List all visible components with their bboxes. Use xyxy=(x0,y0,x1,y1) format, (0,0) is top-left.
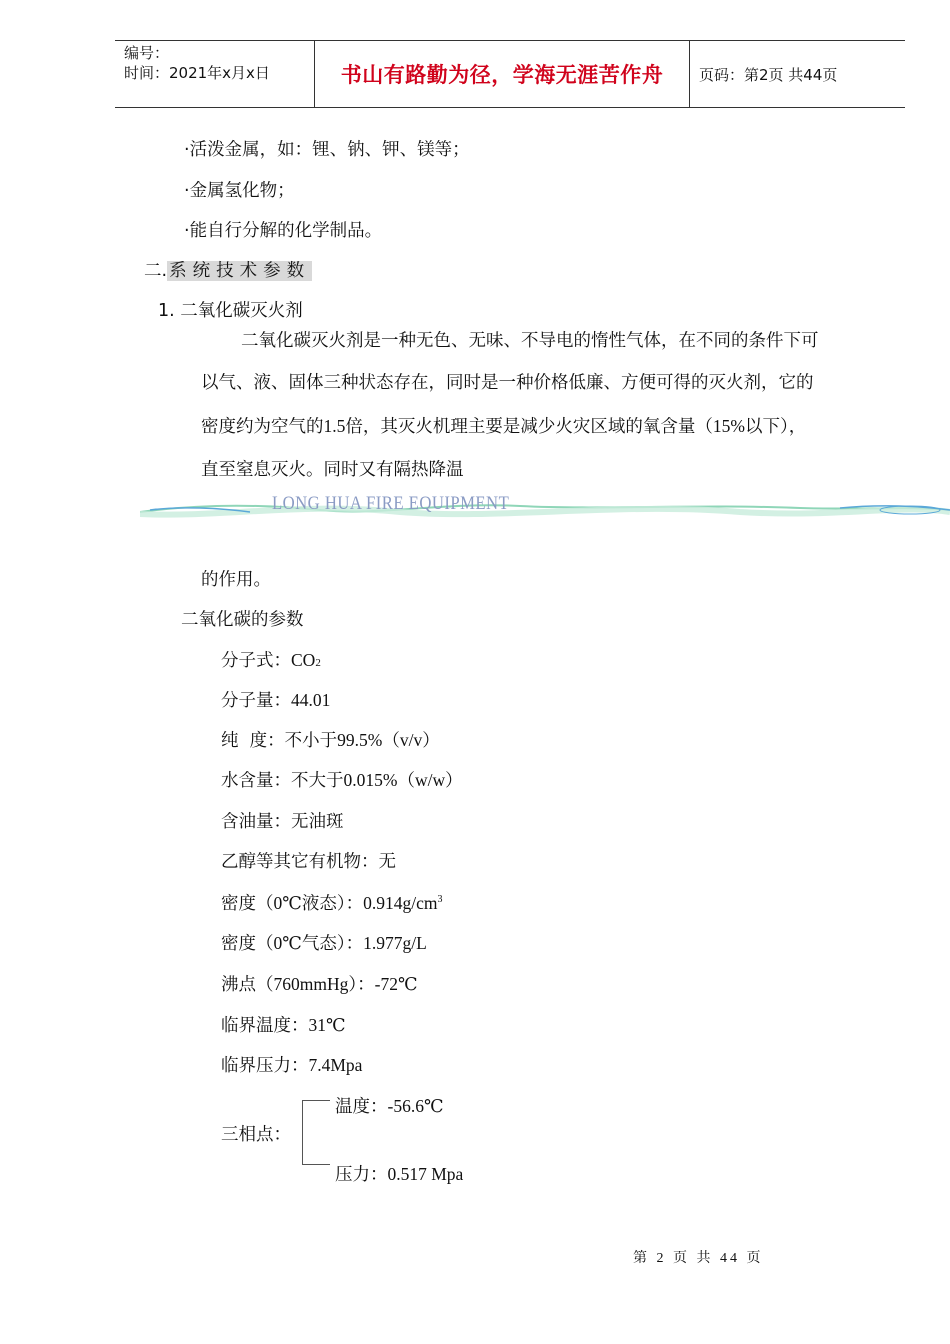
paragraph-line: 二氧化碳灭火剂是一种无色、无味、不导电的惰性气体，在不同的条件下可 xyxy=(241,331,819,351)
page-footer: 第 2 页 共 44 页 xyxy=(633,1251,764,1266)
section-title: 系统技术参数 xyxy=(169,261,311,281)
param-value: 7.4Mpa xyxy=(308,1055,363,1075)
param-mass xyxy=(221,687,330,712)
bullet-item xyxy=(184,217,382,242)
param-critical-temp xyxy=(221,1012,346,1037)
param-value: 0.015%（w/w） xyxy=(343,770,463,790)
param-superscript: 3 xyxy=(437,894,443,906)
header-time-label: 时间：2021年x月x日 xyxy=(124,64,270,82)
param-label: 压力： xyxy=(335,1165,388,1185)
bracket-line xyxy=(302,1100,330,1101)
param-label: 分子量： xyxy=(221,691,291,711)
paragraph-number: 1.5 xyxy=(323,416,346,436)
param-value: -72℃ xyxy=(374,974,418,994)
param-oil: 含油量：无油斑 xyxy=(221,812,344,832)
bracket-line xyxy=(302,1100,303,1164)
bullet-item xyxy=(184,177,295,202)
paragraph-text: 密度约为空气的 xyxy=(201,417,324,437)
subsection-heading: 1. 二氧化碳灭火剂 xyxy=(158,301,303,321)
param-label: 密度（ xyxy=(221,934,274,954)
param-label: 临界温度： xyxy=(221,1016,309,1036)
param-label: ）： xyxy=(348,975,375,995)
param-label: 临界压力： xyxy=(221,1056,309,1076)
param-subscript: 2 xyxy=(315,657,321,669)
param-value: 0.914g/cm xyxy=(363,893,438,913)
section-heading xyxy=(144,257,312,282)
param-label: 纯 度：不小于 xyxy=(221,731,338,751)
param-value: 99.5%（v/v） xyxy=(337,730,440,750)
paragraph-line: 的作用。 xyxy=(201,570,271,590)
header-page-label: 页码：第2页 共44页 xyxy=(699,65,838,84)
param-value: 0℃ xyxy=(273,893,302,913)
header-page-cell xyxy=(690,41,905,107)
bullet-text: 金属氢化物； xyxy=(189,181,295,201)
watermark-wave xyxy=(140,490,950,526)
paragraph-text: 倍，其灭火机理主要是减少火灾区域的氧含量（ xyxy=(345,417,713,437)
param-triple-temp xyxy=(335,1093,444,1118)
param-value: -56.6℃ xyxy=(387,1096,444,1116)
param-triple-label: 三相点： xyxy=(221,1125,291,1145)
params-title: 二氧化碳的参数 xyxy=(181,610,304,630)
bullet-text: 活泼金属，如：锂、钠、钾、镁等； xyxy=(189,140,470,160)
header-slogan-cell xyxy=(315,41,690,107)
param-label: 水含量：不大于 xyxy=(221,771,344,791)
param-value: 0.517 Mpa xyxy=(387,1164,464,1184)
header-code-label: 编号： xyxy=(124,44,170,62)
param-label: 气态）： xyxy=(301,934,364,954)
paragraph-line xyxy=(201,413,806,438)
param-boiling xyxy=(221,971,418,996)
bracket-line xyxy=(302,1164,330,1165)
param-critical-pressure xyxy=(221,1052,362,1077)
param-value: 1.977g/L xyxy=(363,933,427,953)
param-label: 密度（ xyxy=(221,894,274,914)
param-water xyxy=(221,767,463,792)
param-label: 沸点（ xyxy=(221,975,274,995)
param-formula xyxy=(221,647,321,672)
paragraph-line: 以气、液、固体三种状态存在，同时是一种价格低廉、方便可得的灭火剂，它的 xyxy=(201,373,814,393)
bullet-item xyxy=(184,136,470,161)
param-triple-pressure xyxy=(335,1161,463,1186)
bullet-text: 能自行分解的化学制品。 xyxy=(189,221,383,241)
watermark-text: LONG HUA FIRE EQUIPMENT xyxy=(272,493,510,514)
paragraph-number: 15% xyxy=(712,416,745,436)
bullet-dot: · xyxy=(184,181,190,201)
param-ethanol: 乙醇等其它有机物：无 xyxy=(221,852,396,872)
header-slogan: 书山有路勤为径，学海无涯苦作舟 xyxy=(340,63,664,87)
param-purity xyxy=(221,727,440,752)
param-value: CO xyxy=(291,650,316,670)
paragraph-line: 直至窒息灭火。同时又有隔热降温 xyxy=(201,460,464,480)
header-meta xyxy=(115,41,315,107)
param-label: 分子式： xyxy=(221,651,291,671)
param-density-gas xyxy=(221,930,427,955)
param-value: 44.01 xyxy=(291,690,331,710)
param-value: 31℃ xyxy=(308,1015,346,1035)
param-value: 760mmHg xyxy=(273,974,349,994)
param-value: 0℃ xyxy=(273,933,302,953)
bullet-dot: · xyxy=(184,140,190,160)
page-header xyxy=(115,40,905,108)
section-number: 二. xyxy=(144,261,168,281)
param-label: 温度： xyxy=(335,1097,388,1117)
param-density-liquid xyxy=(221,890,442,915)
paragraph-text: 以下）， xyxy=(744,417,807,437)
bullet-dot: · xyxy=(184,221,190,241)
param-label: 液态）： xyxy=(301,894,364,914)
